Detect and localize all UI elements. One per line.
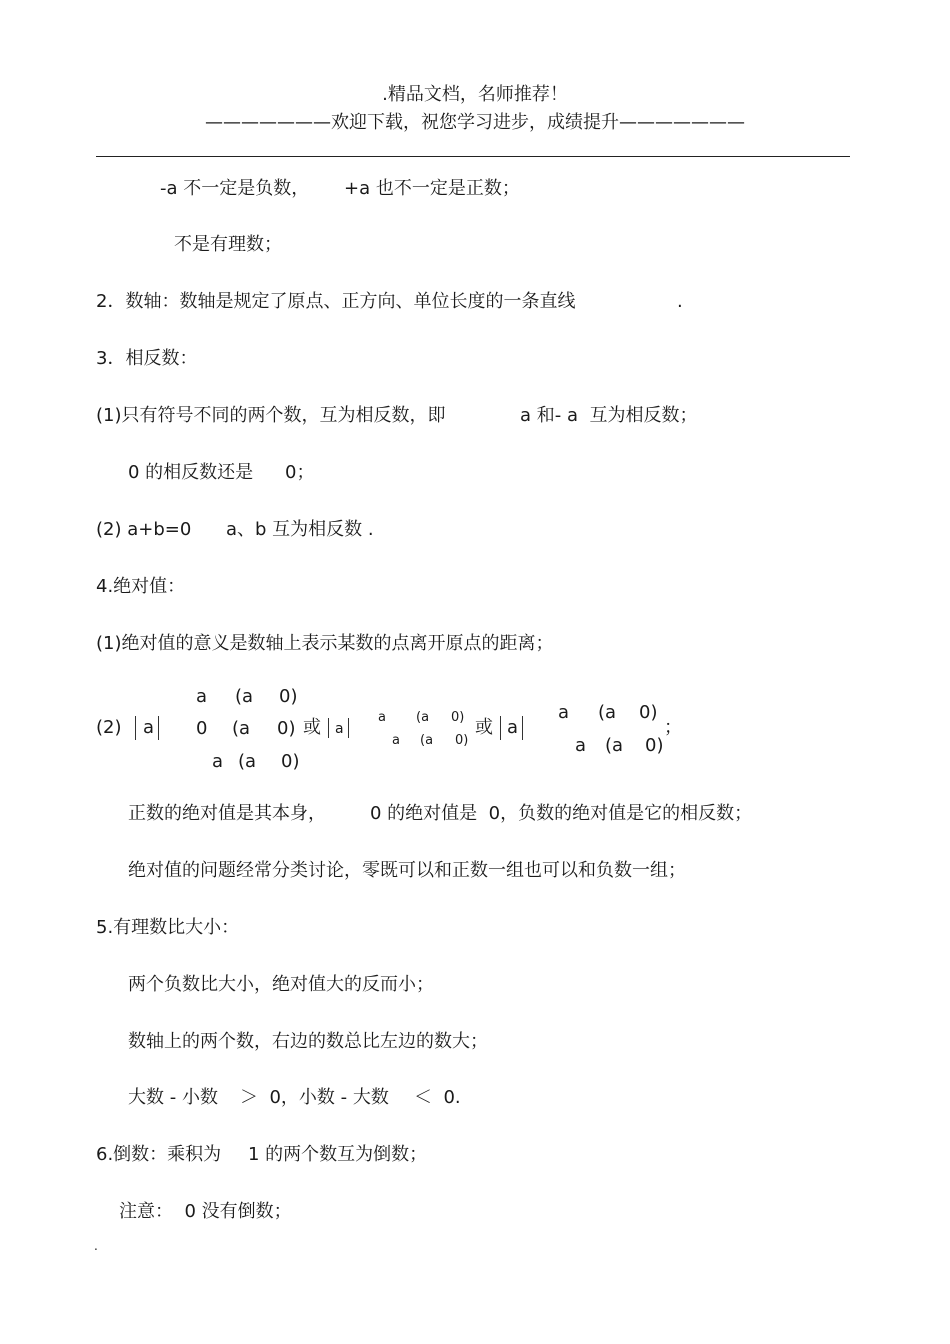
abs-bar xyxy=(522,716,523,740)
formula-variable: a xyxy=(143,717,155,738)
text-line: 1 的两个数互为倒数； xyxy=(248,1144,428,1165)
text-line: 两个负数比大小，绝对值大的反而小； xyxy=(128,974,434,995)
text-line: -a 不一定是负数， xyxy=(160,178,310,199)
text-line: a 和- a 互为相反数； xyxy=(520,405,698,426)
text-line: 数轴上的两个数，右边的数总比左边的数大； xyxy=(128,1031,488,1052)
case-condition: (a xyxy=(232,718,251,739)
case-condition: 0) xyxy=(451,710,465,725)
header-divider xyxy=(96,156,850,157)
section-heading: 3．相反数： xyxy=(96,348,198,369)
section-heading: 6.倒数：乘积为 xyxy=(96,1144,222,1165)
text-line: (1)只有符号不同的两个数，互为相反数，即 xyxy=(96,405,446,426)
case-value: a xyxy=(212,751,224,772)
text-line: a、b 互为相反数 . xyxy=(226,519,374,540)
formula-variable: a xyxy=(507,717,519,738)
case-condition: 0) xyxy=(281,751,300,772)
formula-variable: a xyxy=(335,721,344,737)
abs-bar xyxy=(158,716,159,740)
case-condition: (a xyxy=(235,686,254,707)
text-line: 绝对值的问题经常分类讨论，零既可以和正数一组也可以和负数一组； xyxy=(128,860,686,881)
section-heading: 4.绝对值： xyxy=(96,576,186,597)
document-header-title: .精品文档，名师推荐！ xyxy=(382,84,568,105)
case-value: a xyxy=(558,702,570,723)
case-condition: 0) xyxy=(279,686,298,707)
case-value: a xyxy=(378,710,386,725)
case-value: a xyxy=(575,735,587,756)
text-line: +a 也不一定是正数； xyxy=(344,178,520,199)
document-header-banner: ———————欢迎下载，祝您学习进步，成绩提升——————— xyxy=(205,112,745,133)
text-line: 0 的绝对值是 0，负数的绝对值是它的相反数； xyxy=(370,803,753,824)
section-number-line: 2．数轴：数轴是规定了原点、正方向、单位长度的一条直线 xyxy=(96,291,576,312)
text-line: ＞ 0，小数 - 大数 xyxy=(240,1087,389,1108)
text-line: 0 的相反数还是 xyxy=(128,462,254,483)
text-line: 注意： 0 没有倒数； xyxy=(119,1201,292,1222)
case-condition: (a xyxy=(598,702,617,723)
formula-end: ； xyxy=(664,717,682,738)
case-value: a xyxy=(196,686,208,707)
case-condition: (a xyxy=(605,735,624,756)
abs-bar xyxy=(328,718,329,738)
text-line: 正数的绝对值是其本身， xyxy=(128,803,326,824)
formula-prefix: (2) xyxy=(96,717,122,738)
case-condition: 0) xyxy=(645,735,664,756)
case-value: a xyxy=(392,733,400,748)
abs-bar xyxy=(500,716,501,740)
case-condition: (a xyxy=(420,733,434,748)
text-line: 大数 - 小数 xyxy=(128,1087,218,1108)
footer-dot: . xyxy=(94,1239,98,1253)
text-line: ＜ 0. xyxy=(414,1087,461,1108)
case-condition: 0) xyxy=(639,702,658,723)
text-line: 0； xyxy=(285,462,315,483)
text-line: . xyxy=(677,291,683,312)
or-word: 或 xyxy=(475,717,493,738)
case-value: 0 xyxy=(196,718,208,739)
text-line: (1)绝对值的意义是数轴上表示某数的点离开原点的距离； xyxy=(96,633,554,654)
abs-bar xyxy=(135,716,136,740)
case-condition: (a xyxy=(416,710,430,725)
case-condition: (a xyxy=(238,751,257,772)
abs-bar xyxy=(348,718,349,738)
case-condition: 0) xyxy=(455,733,469,748)
text-line: 不是有理数； xyxy=(174,234,282,255)
case-condition: 0) xyxy=(277,718,296,739)
or-word: 或 xyxy=(303,717,321,738)
text-line: (2) a+b=0 xyxy=(96,519,192,540)
section-heading: 5.有理数比大小： xyxy=(96,917,240,938)
